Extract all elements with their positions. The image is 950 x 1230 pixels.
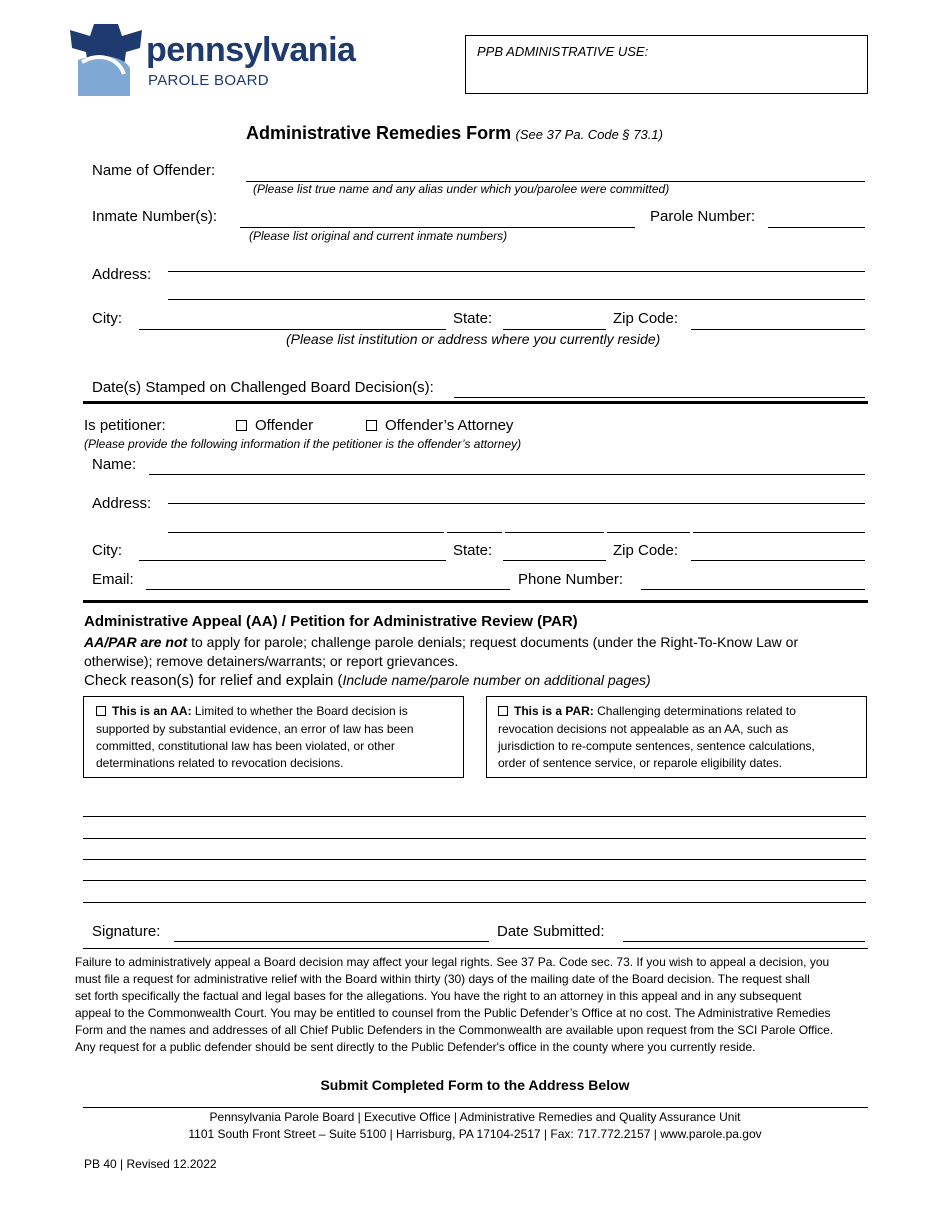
signature-field[interactable]	[174, 941, 489, 942]
attorney-zip-field[interactable]	[691, 560, 865, 561]
check-reasons-hint: Include name/parole number on additional pages)	[342, 672, 651, 688]
signature-label: Signature:	[92, 923, 161, 940]
explanation-line-1[interactable]	[83, 816, 866, 817]
section-divider-2	[83, 600, 868, 603]
aa-option-line-1	[96, 704, 408, 718]
check-reasons-text	[84, 672, 651, 689]
aa-line-2: supported by substantial evidence, an error of law has been	[96, 722, 414, 736]
footer-divider	[83, 1107, 868, 1108]
parole-number-label: Parole Number:	[650, 208, 756, 225]
offender-option-label: Offender	[255, 417, 314, 434]
aa-lead: This is an AA:	[112, 704, 192, 718]
notice-line: Any request for a public defender should be sent directly to the Public Defender's office in the county where you currently reside.	[75, 1040, 756, 1054]
notice-line: Form and the names and addresses of all Chief Public Defenders in the Commonwealth are available upon request from the SCI Parole Office.	[75, 1023, 834, 1037]
aa-line-1: Limited to whether the Board decision is	[191, 704, 408, 718]
explanation-line-4[interactable]	[83, 880, 866, 881]
aa-option-box[interactable]	[83, 696, 464, 778]
logo-subtitle: PAROLE BOARD	[148, 72, 269, 89]
date-submitted-label: Date Submitted:	[497, 923, 605, 940]
notice-line: set forth specifically the factual and legal bases for the allegations. You have the right to an attorney in this appeal and in any subsequent	[75, 989, 802, 1003]
petitioner-label: Is petitioner:	[84, 417, 166, 434]
appeal-not-text-1: to apply for parole; challenge parole denials; request documents (under the Right-To-Know Law or	[187, 634, 799, 650]
residence-hint: (Please list institution or address where you currently reside)	[286, 331, 661, 347]
attorney-address-field-2b[interactable]	[447, 532, 502, 533]
par-line-1: Challenging determinations related to	[593, 704, 796, 718]
notice-line: appeal to the Commonwealth Court. You may be entitled to counsel from the Public Defender’s Office at no cost. The Administrative Remedies	[75, 1006, 831, 1020]
attorney-name-field[interactable]	[149, 474, 865, 475]
aa-line-3: committed, constitutional law has been violated, or other	[96, 739, 395, 753]
attorney-phone-label: Phone Number:	[518, 571, 624, 588]
logo	[68, 22, 360, 98]
offender-address-field-1[interactable]	[168, 271, 865, 272]
notice-paragraph	[75, 954, 833, 1056]
explanation-line-3[interactable]	[83, 859, 866, 860]
offender-name-hint: (Please list true name and any alias under which you/parolee were committed)	[253, 182, 670, 196]
par-lead: This is a PAR:	[514, 704, 594, 718]
attorney-name-label: Name:	[92, 456, 137, 473]
attorney-email-field[interactable]	[146, 589, 510, 590]
admin-use-label: PPB ADMINISTRATIVE USE:	[477, 44, 649, 59]
attorney-phone-field[interactable]	[641, 589, 865, 590]
petitioner-option-offender[interactable]	[236, 417, 313, 434]
par-line-4: order of sentence service, or reparole eligibility dates.	[498, 756, 783, 770]
attorney-address-field-2c[interactable]	[505, 532, 604, 533]
inmate-number-label: Inmate Number(s):	[92, 208, 218, 225]
par-line-3: jurisdiction to re-compute sentences, sentence calculations,	[498, 739, 815, 753]
offender-zip-field[interactable]	[691, 329, 865, 330]
offender-address-label: Address:	[92, 266, 152, 283]
footer-address-line-1: Pennsylvania Parole Board | Executive Office | Administrative Remedies and Quality Assurance Unit	[209, 1110, 741, 1124]
parole-number-field[interactable]	[768, 227, 865, 228]
notice-line: Failure to administratively appeal a Board decision may affect your legal rights. See 37 Pa. Code sec. 73. If you wish to appeal a decision, you	[75, 955, 830, 969]
signature-divider	[83, 948, 868, 949]
attorney-address-field-2a[interactable]	[168, 532, 444, 533]
par-checkbox[interactable]	[498, 706, 508, 716]
page-title	[246, 123, 663, 144]
section-divider-1	[83, 401, 868, 404]
appeal-not-for-text	[84, 634, 798, 650]
attorney-address-field-2d[interactable]	[607, 532, 690, 533]
form-id: PB 40 | Revised 12.2022	[84, 1157, 217, 1171]
title-citation: (See 37 Pa. Code § 73.1)	[515, 127, 663, 142]
offender-zip-label: Zip Code:	[613, 310, 679, 327]
offender-city-field[interactable]	[139, 329, 446, 330]
date-submitted-field[interactable]	[623, 941, 865, 942]
decision-dates-label: Date(s) Stamped on Challenged Board Decision(s):	[92, 379, 434, 396]
attorney-address-field-2e[interactable]	[693, 532, 865, 533]
offender-name-label: Name of Offender:	[92, 162, 216, 179]
admin-use-box	[465, 35, 868, 94]
footer-address-line-2: 1101 South Front Street – Suite 5100 | Harrisburg, PA 17104-2517 | Fax: 717.772.2157 | www.parole.pa.gov	[188, 1127, 762, 1141]
attorney-address-field-1[interactable]	[168, 503, 865, 504]
check-reasons-lead: Check reason(s) for relief and explain (	[84, 672, 343, 689]
offender-checkbox[interactable]	[236, 420, 247, 431]
explanation-line-2[interactable]	[83, 838, 866, 839]
keystone-icon	[68, 22, 144, 96]
attorney-checkbox[interactable]	[366, 420, 377, 431]
decision-dates-field[interactable]	[454, 397, 865, 398]
explanation-line-5[interactable]	[83, 902, 866, 903]
submit-heading: Submit Completed Form to the Address Below	[320, 1077, 630, 1093]
inmate-number-hint: (Please list original and current inmate numbers)	[249, 229, 508, 243]
attorney-city-field[interactable]	[139, 560, 446, 561]
attorney-option-label: Offender’s Attorney	[385, 417, 514, 434]
attorney-city-label: City:	[92, 542, 122, 559]
attorney-email-label: Email:	[92, 571, 134, 588]
par-line-2: revocation decisions not appealable as an AA, such as	[498, 722, 789, 736]
inmate-number-field[interactable]	[240, 227, 635, 228]
offender-state-field[interactable]	[503, 329, 606, 330]
offender-state-label: State:	[453, 310, 493, 327]
offender-city-label: City:	[92, 310, 122, 327]
petitioner-option-attorney[interactable]	[366, 417, 513, 434]
offender-address-field-2[interactable]	[168, 299, 865, 300]
title-main: Administrative Remedies Form	[246, 123, 512, 143]
appeal-not-text-2: otherwise); remove detainers/warrants; or report grievances.	[84, 653, 459, 669]
par-option-box[interactable]	[486, 696, 867, 778]
attorney-state-label: State:	[453, 542, 493, 559]
aa-line-4: determinations related to revocation decisions.	[96, 756, 344, 770]
attorney-zip-label: Zip Code:	[613, 542, 679, 559]
attorney-address-label: Address:	[92, 495, 152, 512]
attorney-state-field[interactable]	[503, 560, 606, 561]
appeal-not-lead: AA/PAR are not	[84, 634, 188, 650]
par-option-line-1	[498, 704, 796, 718]
petitioner-hint: (Please provide the following information if the petitioner is the offender’s attorney)	[84, 437, 522, 451]
logo-wordmark: pennsylvania	[146, 31, 356, 69]
notice-line: must file a request for administrative relief with the Board within thirty (30) days of the mailing date of the Board decision. The request shall	[75, 972, 810, 986]
aa-checkbox[interactable]	[96, 706, 106, 716]
appeal-heading: Administrative Appeal (AA) / Petition for Administrative Review (PAR)	[84, 613, 578, 630]
